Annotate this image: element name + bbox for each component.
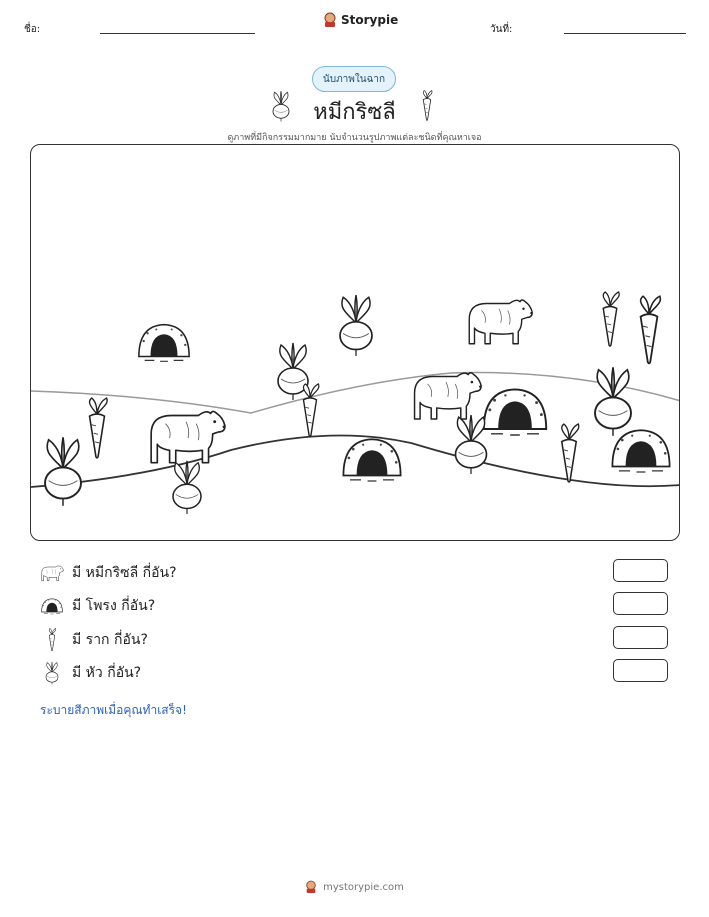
bear-icon bbox=[40, 561, 64, 585]
brand-name: Storypie bbox=[341, 13, 399, 27]
bulb-icon bbox=[340, 295, 372, 356]
den-icon bbox=[40, 594, 64, 618]
question-bear bbox=[40, 561, 177, 585]
bear-icon bbox=[415, 373, 482, 419]
root-icon bbox=[562, 424, 579, 482]
page-title: หมีกริซลี bbox=[313, 100, 396, 125]
answer-box-den[interactable] bbox=[613, 592, 668, 615]
bulb-icon bbox=[595, 367, 631, 435]
name-field[interactable] bbox=[100, 33, 255, 34]
date-label: วันที่: bbox=[490, 24, 513, 35]
den-icon bbox=[139, 325, 189, 362]
bulb-icon bbox=[456, 415, 487, 474]
bulb-icon bbox=[45, 437, 81, 505]
root-icon bbox=[303, 384, 318, 436]
brand-logo bbox=[323, 12, 398, 28]
question-text: มี หมีกริซลี กี่อัน? bbox=[72, 565, 177, 581]
bear-icon bbox=[469, 300, 532, 344]
root-icon bbox=[89, 398, 107, 458]
counting-scene bbox=[30, 144, 680, 541]
root-icon bbox=[40, 628, 64, 652]
den-icon bbox=[612, 430, 669, 472]
root-icon bbox=[603, 292, 619, 346]
question-text: มี โพรง กี่อัน? bbox=[72, 598, 156, 614]
answer-box-bear[interactable] bbox=[613, 559, 668, 582]
date-field[interactable] bbox=[564, 33, 686, 34]
footer bbox=[0, 880, 709, 894]
question-bulb bbox=[40, 661, 141, 685]
question-root bbox=[40, 628, 148, 652]
den-icon bbox=[343, 439, 400, 481]
root-icon bbox=[418, 90, 436, 122]
den-icon bbox=[484, 389, 546, 435]
answer-box-bulb[interactable] bbox=[613, 659, 668, 682]
bulb-icon bbox=[278, 343, 308, 400]
root-icon bbox=[641, 296, 661, 363]
bulb-icon bbox=[173, 461, 201, 514]
name-label: ชื่อ: bbox=[24, 24, 41, 35]
activity-badge: นับภาพในฉาก bbox=[312, 66, 396, 92]
answer-box-root[interactable] bbox=[613, 626, 668, 649]
storypie-icon bbox=[305, 880, 317, 894]
bulb-icon bbox=[40, 661, 64, 685]
question-text: มี ราก กี่อัน? bbox=[72, 632, 148, 648]
question-text: มี หัว กี่อัน? bbox=[72, 665, 142, 681]
scene-illustration bbox=[31, 145, 680, 541]
footer-url[interactable]: mystorypie.com bbox=[323, 881, 404, 893]
question-den bbox=[40, 594, 155, 618]
storypie-icon bbox=[323, 12, 337, 28]
coloring-note: ระบายสีภาพเมื่อคุณทำเสร็จ! bbox=[40, 703, 187, 717]
page-subtitle: ดูภาพที่มีกิจกรรมมากมาย นับจำนวนรูปภาพแต่ละชนิดที่คุณหาเจอ bbox=[227, 133, 482, 143]
